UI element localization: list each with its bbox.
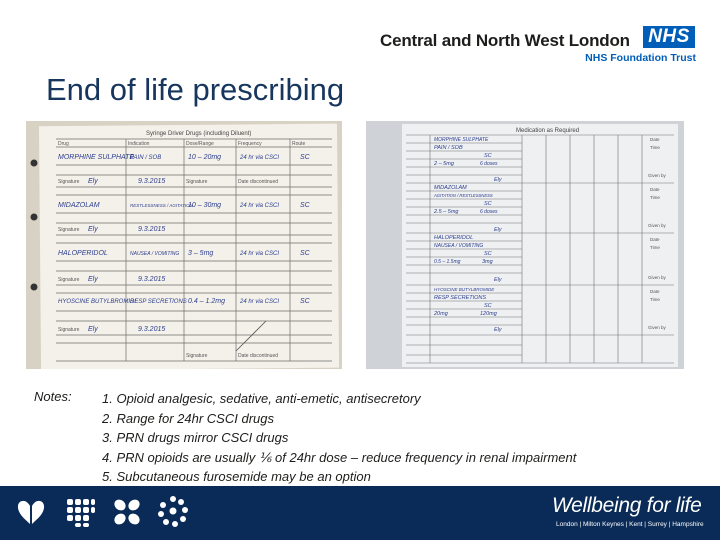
svg-text:Signature: Signature [58, 179, 80, 185]
svg-text:9.3.2015: 9.3.2015 [138, 326, 166, 333]
right-entry-4-drug: HYOSCINE BUTYLBROMIDE [434, 287, 495, 292]
left-entry-1-drug: MORPHINE SULPHATE [58, 154, 135, 161]
wellbeing-locations: London | Milton Keynes | Kent | Surrey | Hampshire [556, 521, 704, 528]
note-item: 3. PRN drugs mirror CSCI drugs [102, 430, 289, 446]
svg-text:SC: SC [300, 202, 310, 209]
svg-text:Date discontinued: Date discontinued [238, 179, 279, 185]
notes-list [102, 389, 576, 487]
flower-ring-icon [158, 496, 188, 528]
left-col-route: Route [292, 141, 306, 147]
svg-text:Given by: Given by [648, 223, 666, 228]
syringe-driver-form-photo [26, 121, 342, 369]
svg-text:Date: Date [650, 187, 660, 192]
svg-text:Date: Date [650, 137, 660, 142]
svg-text:Time: Time [650, 297, 660, 302]
notes-label: Notes: [34, 389, 72, 404]
svg-text:24 hr via CSCI: 24 hr via CSCI [240, 299, 280, 305]
svg-text:24 hr via CSCI: 24 hr via CSCI [240, 251, 280, 257]
svg-text:Given by: Given by [648, 173, 666, 178]
right-form-title: Medication as Required [516, 128, 580, 134]
svg-text:SC: SC [484, 251, 492, 257]
svg-text:3 – 5mg: 3 – 5mg [188, 250, 214, 257]
svg-text:PAIN / SOB: PAIN / SOB [130, 155, 162, 161]
organisation-branding [380, 28, 696, 68]
svg-text:Ely: Ely [88, 276, 98, 283]
svg-text:Signature: Signature [186, 353, 208, 359]
left-entry-4-drug: HYOSCINE BUTYLBROMIDE [58, 299, 139, 305]
note-item: 2. Range for 24hr CSCI drugs [102, 410, 274, 426]
svg-text:Ely: Ely [88, 326, 98, 333]
svg-text:Ely: Ely [494, 277, 502, 283]
svg-text:Time: Time [650, 195, 660, 200]
svg-text:PAIN / SOB: PAIN / SOB [434, 145, 463, 151]
right-entry-3-drug: HALOPERIDOL [434, 235, 474, 241]
svg-text:SC: SC [484, 303, 492, 309]
svg-text:120mg: 120mg [480, 311, 497, 317]
svg-text:RESP SECRETIONS: RESP SECRETIONS [434, 295, 487, 301]
svg-text:Signature: Signature [186, 179, 208, 185]
svg-text:RESP SECRETIONS: RESP SECRETIONS [130, 299, 187, 305]
svg-text:24 hr via CSCI: 24 hr via CSCI [240, 203, 280, 209]
svg-text:6 doses: 6 doses [480, 161, 498, 167]
right-entry-1-drug: MORPHINE SULPHATE [434, 137, 489, 143]
hearts-icon [16, 496, 46, 528]
svg-text:Given by: Given by [648, 325, 666, 330]
left-form-title: Syringe Driver Drugs (including Diluent) [146, 131, 252, 137]
svg-text:Signature: Signature [58, 327, 80, 333]
right-entry-2-drug: MIDAZOLAM [434, 185, 467, 191]
svg-text:Given by: Given by [648, 275, 666, 280]
svg-text:RESTLESSNESS / AGITATION: RESTLESSNESS / AGITATION [130, 203, 193, 208]
svg-text:Signature: Signature [58, 227, 80, 233]
svg-text:AGITATION / RESTLESSNESS: AGITATION / RESTLESSNESS [434, 193, 493, 198]
note-item: 1. Opioid analgesic, sedative, anti-emetic, antisecretory [102, 391, 421, 406]
prn-medication-form-photo [366, 121, 684, 369]
left-col-dose: Dose/Range [186, 141, 214, 147]
svg-text:0.4 – 1.2mg: 0.4 – 1.2mg [188, 298, 225, 305]
svg-text:9.3.2015: 9.3.2015 [138, 276, 166, 283]
dots-grid-icon [66, 496, 96, 528]
svg-text:Date: Date [650, 237, 660, 242]
svg-text:Signature: Signature [58, 277, 80, 283]
footer-bar [0, 486, 720, 540]
left-entry-3-drug: HALOPERIDOL [58, 250, 108, 257]
petals-icon [112, 496, 142, 528]
svg-text:NAUSEA / VOMITING: NAUSEA / VOMITING [434, 243, 484, 249]
svg-text:Ely: Ely [88, 178, 98, 185]
svg-text:Time: Time [650, 145, 660, 150]
svg-text:SC: SC [484, 201, 492, 207]
svg-text:2.5 – 5mg: 2.5 – 5mg [434, 209, 459, 215]
svg-text:Date discontinued: Date discontinued [238, 353, 279, 359]
svg-text:6 doses: 6 doses [480, 209, 498, 215]
note-item: 5. Subcutaneous furosemide may be an option [102, 469, 371, 485]
svg-text:2 – 5mg: 2 – 5mg [434, 161, 454, 167]
svg-text:9.3.2015: 9.3.2015 [138, 226, 166, 233]
trust-name: NHS Foundation Trust [585, 52, 696, 64]
organisation-name: Central and North West London [380, 31, 630, 50]
svg-text:SC: SC [484, 153, 492, 159]
svg-text:24 hr via CSCI: 24 hr via CSCI [240, 155, 280, 161]
nhs-logo: NHS [643, 26, 695, 48]
svg-text:SC: SC [300, 154, 310, 161]
svg-text:NAUSEA / VOMITING: NAUSEA / VOMITING [130, 251, 180, 257]
svg-text:3mg: 3mg [482, 259, 493, 265]
left-col-indication: Indication [128, 141, 150, 147]
svg-text:Ely: Ely [494, 327, 502, 333]
svg-text:20mg: 20mg [434, 311, 448, 317]
svg-text:Ely: Ely [494, 227, 502, 233]
svg-text:10 – 20mg: 10 – 20mg [188, 154, 222, 161]
svg-text:0.5 – 1.5mg: 0.5 – 1.5mg [434, 259, 461, 265]
note-item: 4. PRN opioids are usually ⅙ of 24hr dose – reduce frequency in renal impairment [102, 449, 577, 465]
left-col-frequency: Frequency [238, 141, 262, 147]
slide-title: End of life prescribing [46, 72, 345, 107]
left-col-drug: Drug [58, 141, 69, 147]
svg-text:10 – 30mg: 10 – 30mg [188, 202, 222, 209]
wellbeing-tagline: Wellbeing for life [552, 494, 702, 517]
svg-text:9.3.2015: 9.3.2015 [138, 178, 166, 185]
svg-text:Time: Time [650, 245, 660, 250]
svg-text:Date: Date [650, 289, 660, 294]
svg-text:SC: SC [300, 298, 310, 305]
svg-text:Ely: Ely [88, 226, 98, 233]
left-entry-2-drug: MIDAZOLAM [58, 202, 100, 209]
svg-text:Ely: Ely [494, 177, 502, 183]
svg-text:SC: SC [300, 250, 310, 257]
